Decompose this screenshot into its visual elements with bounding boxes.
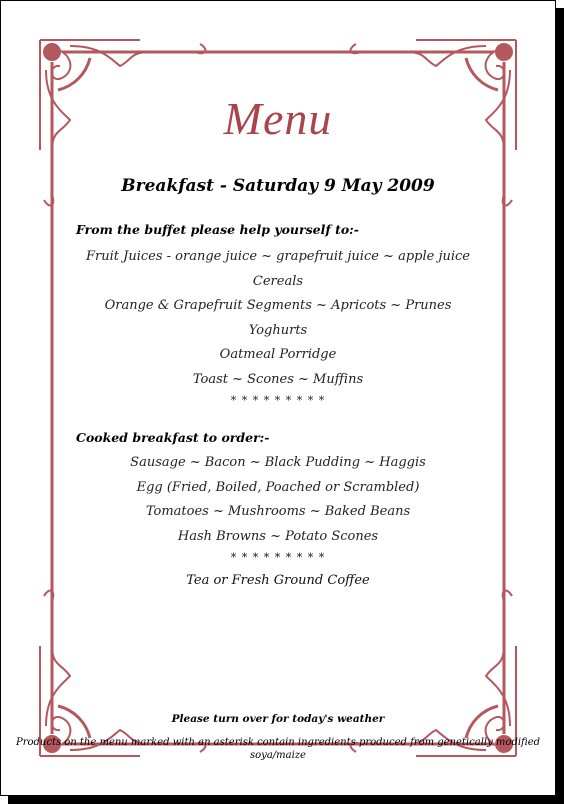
- cooked-item: Sausage ~ Bacon ~ Black Pudding ~ Haggis: [130, 455, 426, 470]
- buffet-item: Yoghurts: [248, 322, 308, 338]
- page-shadow-right: [556, 8, 564, 804]
- separator-2: * * * * * * * * *: [230, 551, 326, 564]
- buffet-item: Cereals: [252, 273, 304, 289]
- cooked-item: Egg (Fried, Boiled, Poached or Scrambled): [136, 479, 420, 495]
- corner-ornament-bottom-right: [351, 591, 516, 756]
- buffet-item-list: [80, 248, 476, 411]
- gm-disclaimer: Products on the menu marked with an asterisk contain ingredients produced from genetically modified soya/maize: [15, 737, 541, 761]
- menu-subtitle: Breakfast - Saturday 9 May 2009: [121, 176, 435, 196]
- cooked-item: Tomatoes ~ Mushrooms ~ Baked Beans: [145, 504, 411, 519]
- menu-title: Menu: [223, 93, 333, 144]
- drinks-item: Tea or Fresh Ground Coffee: [186, 573, 370, 588]
- buffet-item: Orange & Grapefruit Segments ~ Apricots ~ Prunes: [104, 298, 452, 313]
- cooked-item: Hash Browns ~ Potato Scones: [177, 528, 379, 544]
- buffet-item: Fruit Juices - orange juice ~ grapefruit juice ~ apple juice: [86, 249, 470, 264]
- buffet-heading: From the buffet please help yourself to:-: [76, 222, 359, 237]
- turn-over-note: Please turn over for today's weather: [171, 713, 385, 725]
- cooked-heading: Cooked breakfast to order:-: [76, 430, 270, 445]
- cooked-item-list: [80, 454, 476, 552]
- buffet-item: Oatmeal Porridge: [219, 347, 337, 362]
- page-shadow-bottom: [8, 796, 564, 804]
- separator: * * * * * * * * *: [230, 394, 326, 407]
- corner-ornament-bottom-left: [40, 591, 205, 756]
- buffet-item: Toast ~ Scones ~ Muffins: [192, 371, 364, 387]
